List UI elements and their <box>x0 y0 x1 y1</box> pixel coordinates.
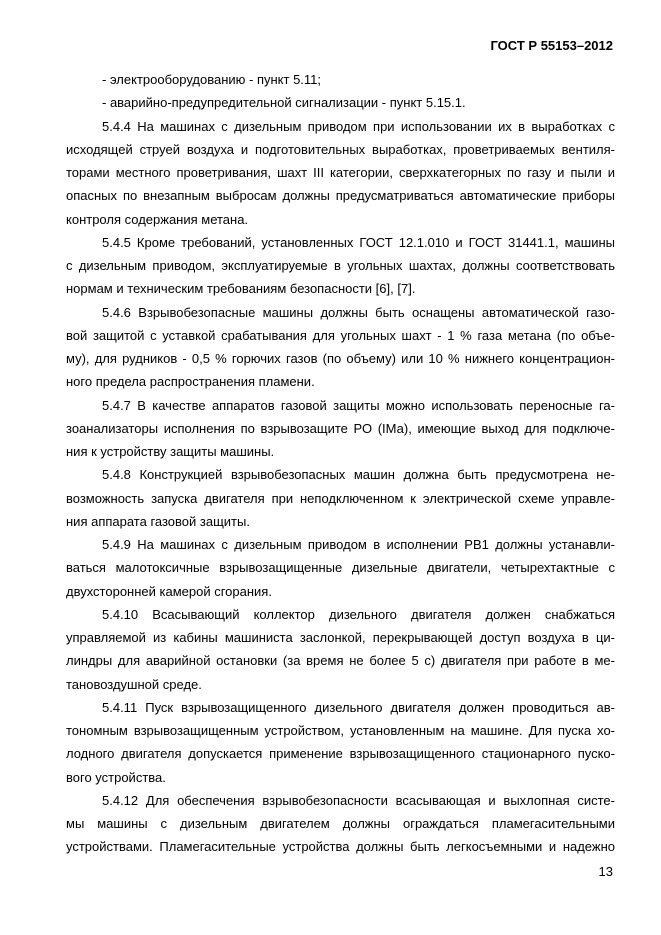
text-line: торами местного проветривания, шахт III категории, сверхкатегорных по газу и пыли и <box>66 165 615 180</box>
text-line: тановоздушной среде. <box>66 676 202 692</box>
text-line: 5.4.11 Пуск взрывозащищенного дизельного двигателя должен проводиться ав- <box>102 699 615 715</box>
document-body <box>66 68 615 859</box>
document-header: ГОСТ Р 55153–2012 <box>490 38 613 53</box>
text-line: контроля содержания метана. <box>66 211 249 227</box>
text-line: 5.4.9 На машинах с дизельным приводом в исполнении РВ1 должны устанавли- <box>102 537 615 552</box>
text-line: опасных по внезапным выбросам должны предусматриваться автоматические приборы <box>66 188 615 204</box>
text-line: двухсторонней камерой сгорания. <box>66 583 272 599</box>
text-line: возможность запуска двигателя при неподключенном к электрической схеме управле- <box>66 490 615 506</box>
text-line: 5.4.10 Всасывающий коллектор дизельного двигателя должен снабжаться <box>102 606 615 622</box>
text-line: тономным взрывозащищенным устройством, установленным на машине. Для пуска хо- <box>66 723 615 738</box>
text-line: ваться малотоксичные взрывозащищенные дизельные двигатели, четырехтактные с <box>66 560 615 576</box>
text-line: - электрооборудованию - пункт 5.11; <box>102 72 322 87</box>
text-line: ния аппарата газовой защиты. <box>66 513 250 529</box>
text-line: вого устройства. <box>66 769 166 785</box>
text-line: 5.4.8 Конструкцией взрывобезопасных машин должна быть предусмотрена не- <box>102 467 615 483</box>
text-line: ния к устройству защиты машины. <box>66 444 275 459</box>
text-line: му), для рудников - 0,5 % горючих газов (по объему) или 10 % нижнего концентрацион- <box>66 351 615 366</box>
text-line: лодного двигателя допускается применение взрывозащищенного стационарного пуско- <box>66 746 615 762</box>
text-line: 5.4.4 На машинах с дизельным приводом при использовании их в выработках с <box>102 118 615 134</box>
text-line: 5.4.12 Для обеспечения взрывобезопасности всасывающая и выхлопная систе- <box>102 792 615 808</box>
text-line: нормам и техническим требованиям безопасности [6], [7]. <box>66 281 416 297</box>
text-line: устройствами. Пламегасительные устройства должны быть легкосъемными и надежно <box>66 839 615 855</box>
page-number: 13 <box>598 864 613 879</box>
text-line: управляемой из кабины машиниста заслонкой, перекрывающей доступ воздуха в ци- <box>66 630 615 645</box>
text-line: 5.4.6 Взрывобезопасные машины должны быть оснащены автоматической газо- <box>102 304 615 320</box>
text-line: 5.4.7 В качестве аппаратов газовой защиты можно использовать переносные га- <box>102 397 615 413</box>
text-line: вой защитой с уставкой срабатывания для угольных шахт - 1 % газа метана (по объе- <box>66 327 615 343</box>
text-line: с дизельным приводом, эксплуатируемые в угольных шахтах, должны соответствовать <box>66 258 615 273</box>
text-line: ного предела распространения пламени. <box>66 374 315 390</box>
text-line: мы машины с дизельным двигателем должны ограждаться пламегасительными <box>66 816 615 831</box>
text-line: - аварийно-предупредительной сигнализации - пункт 5.15.1. <box>102 95 466 111</box>
text-line: 5.4.5 Кроме требований, установленных ГОСТ 12.1.010 и ГОСТ 31441.1, машины <box>102 234 615 250</box>
text-line: исходящей струей воздуха и подготовительных выработках, проветриваемых вентиля- <box>66 141 615 157</box>
text-line: линдры для аварийной остановки (за время не более 5 с) двигателя при работе в ме- <box>66 653 615 669</box>
text-line: зоанализаторы исполнения по взрывозащите РО (IМа), имеющие выход для подключе- <box>66 420 615 436</box>
